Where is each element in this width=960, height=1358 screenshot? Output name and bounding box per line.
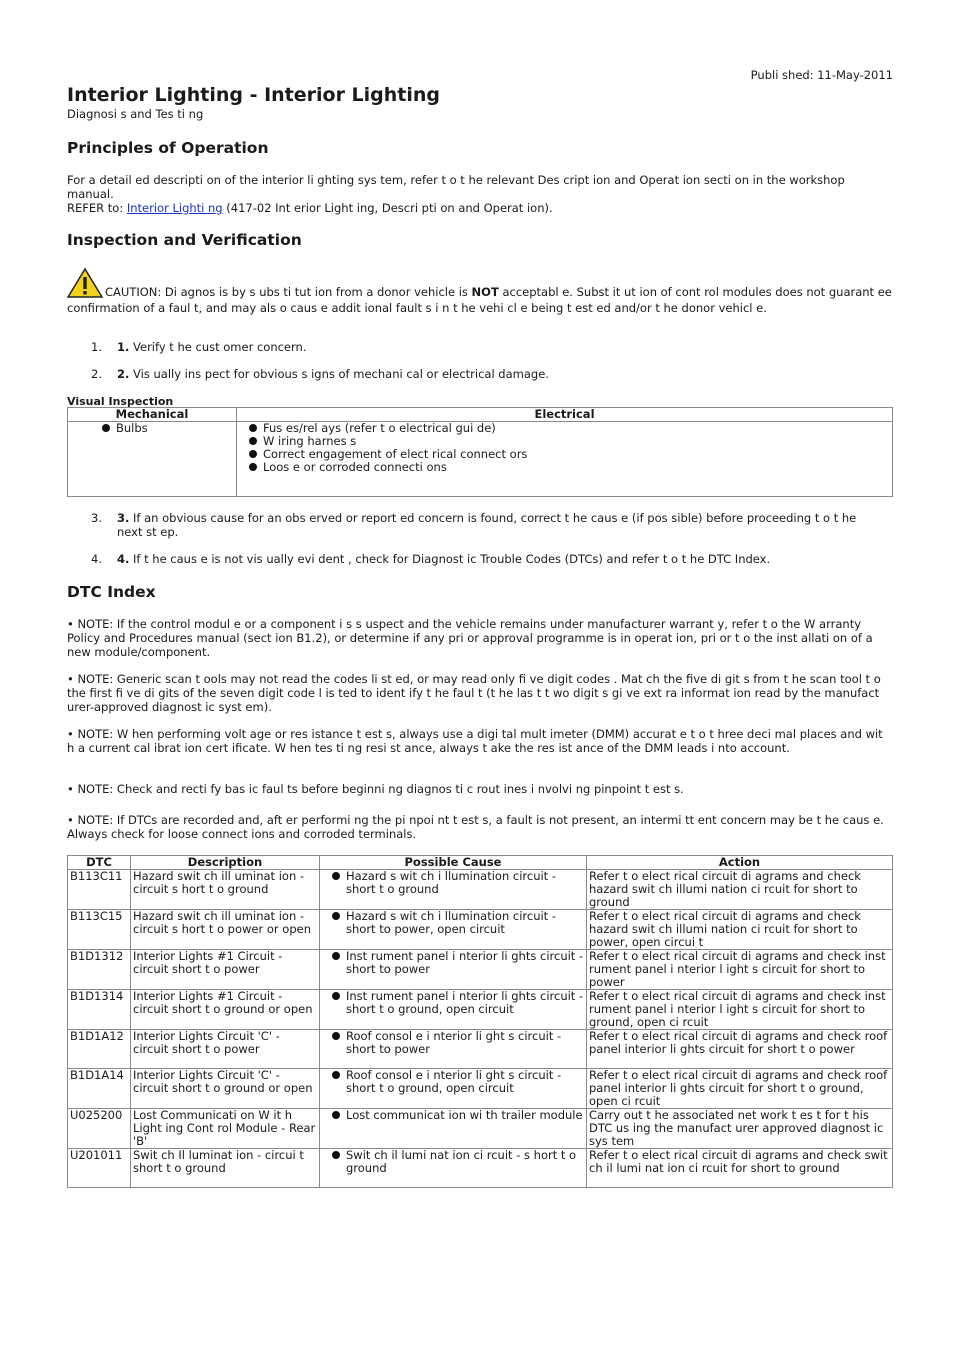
dtc-description: Swit ch Il luminat ion - circui t short t o ground [131, 1149, 320, 1188]
table-row [68, 1030, 893, 1069]
dtc-action: Refer t o elect rical circuit di agrams and check hazard swit ch illumi nation ci rcuit for short to ground [587, 870, 893, 910]
dtc-cause: Roof consol e i nterior li ght s circuit - short t o ground, open circuit [328, 1069, 584, 1095]
page-title: Interior Lighting - Interior Lighting [67, 84, 441, 106]
dtc-code: U025200 [68, 1109, 131, 1149]
dtc-description: Interior Lights #1 Circuit - circuit short t o ground or open [131, 990, 320, 1030]
step-number: 4. [91, 552, 102, 566]
table-row [68, 1109, 893, 1149]
dtc-cause-cell [320, 1030, 587, 1069]
dtc-action: Refer t o elect rical circuit di agrams and check inst rument panel i nterior l ight s circuit for short to power [587, 950, 893, 990]
step-number: 2. [91, 367, 102, 381]
dtc-cause: Hazard s wit ch i llumination circuit - short to power, open circuit [328, 910, 584, 936]
step-number: 3. [91, 511, 102, 525]
dtc-note-5: • NOTE: If DTCs are recorded and, aft er performi ng the pi npoi nt t est s, a fault is not present, an intermi tt ent concern may be t he caus e. Always check for loose connect ions and corroded terminals. [67, 813, 884, 841]
dtc-action: Refer t o elect rical circuit di agrams and check inst rument panel i nterior l ight s circuit for short to ground, open ci rcuit [587, 990, 893, 1030]
principles-text [67, 173, 893, 215]
table-row [68, 1149, 893, 1188]
dtc-cause-cell [320, 950, 587, 990]
list-item: Loos e or corroded connecti ons [245, 461, 890, 474]
table-row [68, 990, 893, 1030]
step-text: 3. If an obvious cause for an obs erved or report ed concern is found, correct t he caus e (if pos sible) before proceeding t o t he next st ep. [117, 511, 857, 539]
table-row [68, 910, 893, 950]
step-text: 2. Vis ually ins pect for obvious s igns of mechani cal or electrical damage. [117, 367, 549, 381]
dtc-note-4: • NOTE: Check and recti fy bas ic faul ts before beginni ng diagnos ti c rout ines i nvolvi ng pinpoint t est s. [67, 782, 684, 796]
table-row [68, 1069, 893, 1109]
list-item: Bulbs [98, 422, 234, 435]
electrical-cell [237, 422, 893, 497]
table-header: Electrical [237, 408, 893, 422]
dtc-cause-cell [320, 990, 587, 1030]
dtc-cause-cell [320, 1109, 587, 1149]
step-number: 1. [91, 340, 102, 354]
table-row [68, 950, 893, 990]
dtc-note-1: • NOTE: If the control modul e or a component i s s uspect and the vehicle remains under manufacturer warrant y, refer t o the W arranty Policy and Procedures manual (sect ion B1.2), or determine if any pri or approval programme is in operat ion, pri or t o the inst allati on of a new module/component. [67, 617, 873, 659]
list-item: Fus es/rel ays (refer t o electrical gui de) [245, 422, 890, 435]
dtc-cause: Swit ch il lumi nat ion ci rcuit - s hort t o ground [328, 1149, 584, 1175]
dtc-description: Interior Lights #1 Circuit - circuit short t o power [131, 950, 320, 990]
caution-prefix: CAUTION: Di agnos is by s ubs ti tut ion from a donor vehicle is [105, 285, 472, 299]
dtc-description: Interior Lights Circuit 'C' - circuit short t o power [131, 1030, 320, 1069]
dtc-action: Refer t o elect rical circuit di agrams and check roof panel interior li ghts circuit for short t o ground, open ci rcuit [587, 1069, 893, 1109]
dtc-description: Hazard swit ch ill uminat ion - circuit s hort t o power or open [131, 910, 320, 950]
caution-block [67, 268, 893, 315]
refer-prefix: REFER to: [67, 201, 127, 215]
dtc-code: B1D1A12 [68, 1030, 131, 1069]
inspection-heading: Inspection and Verification [67, 231, 302, 249]
dtc-code: B1D1312 [68, 950, 131, 990]
dtc-cause: Roof consol e i nterior li ght s circuit - short to power [328, 1030, 584, 1056]
dtc-action: Carry out t he associated net work t es t for t his DTC us ing the manufact urer approved diagnost ic sys tem [587, 1109, 893, 1149]
dtc-cause: Inst rument panel i nterior li ghts circuit - short to power [328, 950, 584, 976]
warning-triangle-icon [67, 268, 103, 301]
dtc-cause-cell [320, 870, 587, 910]
dtc-note-3: • NOTE: W hen performing volt age or res istance t est s, always use a digi tal mult imeter (DMM) accurat e t o t hree deci mal places and wit h a current cal ibrat ion cert ificate. W hen tes ti ng resi st ance, always t ake the res ist ance of the DMM leads i nto account. [67, 727, 883, 755]
page-subtitle: Diagnosi s and Tes ti ng [67, 107, 204, 121]
dtc-action: Refer t o elect rical circuit di agrams and check roof panel interior li ghts circuit for short t o power [587, 1030, 893, 1069]
dtc-code: B1D1A14 [68, 1069, 131, 1109]
dtc-cause-cell [320, 910, 587, 950]
dtc-cause: Lost communicat ion wi th trailer module [328, 1109, 584, 1122]
dtc-note-2: • NOTE: Generic scan t ools may not read the codes li st ed, or may read only fi ve digit codes . Mat ch the five di git s from t he scan tool t o the first fi ve di gits of the seven digit code l is ted to ident ify t he faul t (t he las t t wo digit s gi ve ext ra informat ion read by the manufact urer-approved diagnost ic syst em). [67, 672, 881, 714]
mechanical-cell [68, 422, 237, 497]
dtc-code: U201011 [68, 1149, 131, 1188]
interior-lighting-link[interactable]: Interior Lighti ng [126, 201, 223, 215]
dtc-action: Refer t o elect rical circuit di agrams and check hazard swit ch illumi nation ci rcuit for short to power, open circui t [587, 910, 893, 950]
principles-body: For a detail ed descripti on of the interior li ghting sys tem, refer t o t he relevant Des cript ion and Operat ion secti on in the workshop manual. [67, 173, 845, 201]
dtc-index-heading: DTC Index [67, 583, 156, 601]
table-row [68, 870, 893, 910]
list-item: W iring harnes s [245, 435, 890, 448]
dtc-table [67, 855, 893, 1188]
step-text: 1. Verify t he cust omer concern. [117, 340, 307, 354]
dtc-code: B113C15 [68, 910, 131, 950]
dtc-description: Interior Lights Circuit 'C' - circuit short t o ground or open [131, 1069, 320, 1109]
dtc-action: Refer t o elect rical circuit di agrams and check swit ch il lumi nat ion ci rcuit for short to ground [587, 1149, 893, 1188]
dtc-code: B1D1314 [68, 990, 131, 1030]
published-date: Publi shed: 11-May-2011 [750, 68, 893, 82]
list-item: Correct engagement of elect rical connect ors [245, 448, 890, 461]
dtc-cause-cell [320, 1149, 587, 1188]
step-text: 4. If t he caus e is not vis ually evi dent , check for Diagnost ic Trouble Codes (DTCs) and refer t o t he DTC Index. [117, 552, 771, 566]
principles-heading: Principles of Operation [67, 139, 269, 157]
table-header: Action [587, 856, 893, 870]
table-header: Description [131, 856, 320, 870]
dtc-description: Lost Communicati on W it h Light ing Cont rol Module - Rear 'B' [131, 1109, 320, 1149]
dtc-cause: Inst rument panel i nterior li ghts circuit - short t o ground, open circuit [328, 990, 584, 1016]
visual-inspection-table [67, 407, 893, 497]
caution-not: NOT [471, 285, 499, 299]
caution-suffix: acceptabl e. Subst it ut ion of cont rol modules does not guarant ee confirmation of a faul t, and may als o caus e addit ional fault s i n t he vehi cl e being t est ed and/or t he donor vehicl e. [67, 285, 892, 315]
visual-inspection-label: Visual Inspection [67, 395, 174, 408]
dtc-cause-cell [320, 1069, 587, 1109]
table-header: Mechanical [68, 408, 237, 422]
table-header: Possible Cause [320, 856, 587, 870]
dtc-cause: Hazard s wit ch i llumination circuit - short t o ground [328, 870, 584, 896]
dtc-code: B113C11 [68, 870, 131, 910]
table-header: DTC [68, 856, 131, 870]
refer-suffix: (417-02 Int erior Light ing, Descri pti on and Operat ion). [222, 201, 553, 215]
dtc-description: Hazard swit ch ill uminat ion - circuit s hort t o ground [131, 870, 320, 910]
